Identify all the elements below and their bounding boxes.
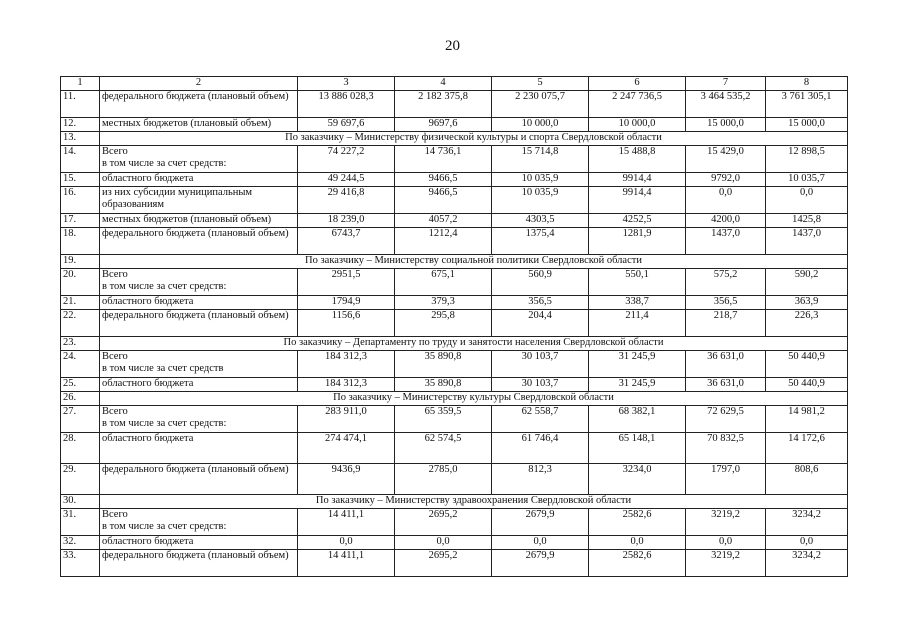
row-number: 32.	[61, 536, 100, 550]
value-cell: 4200,0	[686, 214, 766, 228]
value-cell: 550,1	[589, 269, 686, 296]
value-cell: 9792,0	[686, 173, 766, 187]
table-row	[61, 351, 848, 378]
value-cell: 50 440,9	[766, 378, 848, 392]
row-number: 28.	[61, 433, 100, 464]
row-label: областного бюджета	[100, 296, 298, 310]
value-cell: 29 416,8	[298, 187, 395, 214]
row-number: 33.	[61, 550, 100, 577]
row-label: Всего в том числе за счет средств	[100, 351, 298, 378]
value-cell: 14 981,2	[766, 406, 848, 433]
value-cell: 36 631,0	[686, 351, 766, 378]
column-header: 1	[61, 77, 100, 91]
table-row	[61, 536, 848, 550]
row-label: местных бюджетов (плановый объем)	[100, 118, 298, 132]
column-header: 6	[589, 77, 686, 91]
value-cell: 14 411,1	[298, 550, 395, 577]
row-number: 14.	[61, 146, 100, 173]
value-cell: 0,0	[686, 187, 766, 214]
row-number: 18.	[61, 228, 100, 255]
page-number: 20	[445, 38, 460, 54]
row-number: 21.	[61, 296, 100, 310]
value-cell: 295,8	[395, 310, 492, 337]
value-cell: 283 911,0	[298, 406, 395, 433]
section-row	[61, 132, 848, 146]
value-cell: 1281,9	[589, 228, 686, 255]
value-cell: 0,0	[492, 536, 589, 550]
value-cell: 338,7	[589, 296, 686, 310]
value-cell: 1375,4	[492, 228, 589, 255]
value-cell: 49 244,5	[298, 173, 395, 187]
value-cell: 0,0	[395, 536, 492, 550]
table-row	[61, 91, 848, 118]
row-label: Всего в том числе за счет средств:	[100, 146, 298, 173]
row-label: Всего в том числе за счет средств:	[100, 406, 298, 433]
value-cell: 4252,5	[589, 214, 686, 228]
value-cell: 14 736,1	[395, 146, 492, 173]
value-cell: 2582,6	[589, 509, 686, 536]
row-number: 15.	[61, 173, 100, 187]
value-cell: 10 000,0	[589, 118, 686, 132]
value-cell: 363,9	[766, 296, 848, 310]
column-header: 7	[686, 77, 766, 91]
table-row	[61, 173, 848, 187]
row-label: Всего в том числе за счет средств:	[100, 509, 298, 536]
table-row	[61, 378, 848, 392]
value-cell: 3 761 305,1	[766, 91, 848, 118]
row-number: 20.	[61, 269, 100, 296]
row-number: 30.	[61, 495, 100, 509]
column-header: 8	[766, 77, 848, 91]
table-row	[61, 464, 848, 495]
table-row	[61, 187, 848, 214]
value-cell: 59 697,6	[298, 118, 395, 132]
row-number: 24.	[61, 351, 100, 378]
table-row	[61, 228, 848, 255]
value-cell: 226,3	[766, 310, 848, 337]
value-cell: 30 103,7	[492, 378, 589, 392]
value-cell: 1156,6	[298, 310, 395, 337]
value-cell: 184 312,3	[298, 378, 395, 392]
section-title: По заказчику – Департаменту по труду и занятости населения Свердловской области	[100, 337, 848, 351]
value-cell: 1797,0	[686, 464, 766, 495]
value-cell: 2 230 075,7	[492, 91, 589, 118]
row-label: федерального бюджета (плановый объем)	[100, 91, 298, 118]
row-label: областного бюджета	[100, 378, 298, 392]
value-cell: 2582,6	[589, 550, 686, 577]
column-header: 2	[100, 77, 298, 91]
table-row	[61, 146, 848, 173]
value-cell: 356,5	[686, 296, 766, 310]
value-cell: 36 631,0	[686, 378, 766, 392]
row-label: Всего в том числе за счет средств:	[100, 269, 298, 296]
row-number: 31.	[61, 509, 100, 536]
value-cell: 2 247 736,5	[589, 91, 686, 118]
value-cell: 211,4	[589, 310, 686, 337]
value-cell: 812,3	[492, 464, 589, 495]
section-title: По заказчику – Министерству здравоохранения Свердловской области	[100, 495, 848, 509]
value-cell: 0,0	[298, 536, 395, 550]
value-cell: 3234,0	[589, 464, 686, 495]
value-cell: 1794,9	[298, 296, 395, 310]
value-cell: 12 898,5	[766, 146, 848, 173]
value-cell: 4303,5	[492, 214, 589, 228]
value-cell: 356,5	[492, 296, 589, 310]
value-cell: 2785,0	[395, 464, 492, 495]
row-label: федерального бюджета (плановый объем)	[100, 228, 298, 255]
row-number: 11.	[61, 91, 100, 118]
value-cell: 0,0	[589, 536, 686, 550]
value-cell: 9914,4	[589, 187, 686, 214]
value-cell: 675,1	[395, 269, 492, 296]
value-cell: 2679,9	[492, 509, 589, 536]
value-cell: 31 245,9	[589, 378, 686, 392]
value-cell: 1425,8	[766, 214, 848, 228]
section-title: По заказчику – Министерству физической культуры и спорта Свердловской области	[100, 132, 848, 146]
row-number: 27.	[61, 406, 100, 433]
value-cell: 590,2	[766, 269, 848, 296]
section-row	[61, 392, 848, 406]
value-cell: 808,6	[766, 464, 848, 495]
value-cell: 6743,7	[298, 228, 395, 255]
section-title: По заказчику – Министерству культуры Свердловской области	[100, 392, 848, 406]
value-cell: 15 000,0	[766, 118, 848, 132]
column-header: 3	[298, 77, 395, 91]
value-cell: 575,2	[686, 269, 766, 296]
section-row	[61, 337, 848, 351]
value-cell: 4057,2	[395, 214, 492, 228]
value-cell: 30 103,7	[492, 351, 589, 378]
value-cell: 18 239,0	[298, 214, 395, 228]
row-label: федерального бюджета (плановый объем)	[100, 550, 298, 577]
value-cell: 50 440,9	[766, 351, 848, 378]
value-cell: 9466,5	[395, 173, 492, 187]
column-header: 4	[395, 77, 492, 91]
value-cell: 184 312,3	[298, 351, 395, 378]
row-number: 22.	[61, 310, 100, 337]
value-cell: 10 035,9	[492, 173, 589, 187]
table-row	[61, 550, 848, 577]
value-cell: 15 714,8	[492, 146, 589, 173]
value-cell: 2679,9	[492, 550, 589, 577]
row-number: 12.	[61, 118, 100, 132]
value-cell: 13 886 028,3	[298, 91, 395, 118]
table-row	[61, 509, 848, 536]
value-cell: 62 574,5	[395, 433, 492, 464]
section-row	[61, 495, 848, 509]
value-cell: 31 245,9	[589, 351, 686, 378]
value-cell: 9914,4	[589, 173, 686, 187]
row-number: 13.	[61, 132, 100, 146]
value-cell: 3219,2	[686, 509, 766, 536]
row-number: 29.	[61, 464, 100, 495]
value-cell: 15 429,0	[686, 146, 766, 173]
value-cell: 72 629,5	[686, 406, 766, 433]
table-row	[61, 433, 848, 464]
value-cell: 218,7	[686, 310, 766, 337]
value-cell: 3 464 535,2	[686, 91, 766, 118]
value-cell: 15 000,0	[686, 118, 766, 132]
value-cell: 0,0	[766, 536, 848, 550]
value-cell: 10 000,0	[492, 118, 589, 132]
value-cell: 14 411,1	[298, 509, 395, 536]
row-label: областного бюджета	[100, 433, 298, 464]
table-row	[61, 118, 848, 132]
table-row	[61, 310, 848, 337]
value-cell: 62 558,7	[492, 406, 589, 433]
row-label: областного бюджета	[100, 536, 298, 550]
table-row	[61, 269, 848, 296]
value-cell: 2695,2	[395, 550, 492, 577]
row-number: 16.	[61, 187, 100, 214]
budget-table	[60, 76, 848, 577]
section-title: По заказчику – Министерству социальной политики Свердловской области	[100, 255, 848, 269]
value-cell: 1437,0	[766, 228, 848, 255]
row-label: областного бюджета	[100, 173, 298, 187]
row-number: 19.	[61, 255, 100, 269]
value-cell: 35 890,8	[395, 378, 492, 392]
row-label: федерального бюджета (плановый объем)	[100, 310, 298, 337]
value-cell: 3234,2	[766, 550, 848, 577]
table-row	[61, 296, 848, 310]
value-cell: 15 488,8	[589, 146, 686, 173]
value-cell: 3219,2	[686, 550, 766, 577]
value-cell: 2 182 375,8	[395, 91, 492, 118]
column-header: 5	[492, 77, 589, 91]
value-cell: 61 746,4	[492, 433, 589, 464]
header-row	[61, 77, 848, 91]
row-label: местных бюджетов (плановый объем)	[100, 214, 298, 228]
value-cell: 9697,6	[395, 118, 492, 132]
row-label: федерального бюджета (плановый объем)	[100, 464, 298, 495]
value-cell: 0,0	[766, 187, 848, 214]
value-cell: 1437,0	[686, 228, 766, 255]
value-cell: 9466,5	[395, 187, 492, 214]
value-cell: 10 035,7	[766, 173, 848, 187]
value-cell: 204,4	[492, 310, 589, 337]
value-cell: 9436,9	[298, 464, 395, 495]
value-cell: 68 382,1	[589, 406, 686, 433]
section-row	[61, 255, 848, 269]
value-cell: 379,3	[395, 296, 492, 310]
row-number: 23.	[61, 337, 100, 351]
table-row	[61, 406, 848, 433]
row-label: из них субсидии муниципальным образованиям	[100, 187, 298, 214]
value-cell: 10 035,9	[492, 187, 589, 214]
value-cell: 274 474,1	[298, 433, 395, 464]
table-row	[61, 214, 848, 228]
value-cell: 74 227,2	[298, 146, 395, 173]
table-body	[61, 91, 848, 577]
value-cell: 0,0	[686, 536, 766, 550]
value-cell: 65 148,1	[589, 433, 686, 464]
row-number: 26.	[61, 392, 100, 406]
value-cell: 2951,5	[298, 269, 395, 296]
value-cell: 1212,4	[395, 228, 492, 255]
value-cell: 65 359,5	[395, 406, 492, 433]
row-number: 25.	[61, 378, 100, 392]
value-cell: 2695,2	[395, 509, 492, 536]
value-cell: 70 832,5	[686, 433, 766, 464]
value-cell: 3234,2	[766, 509, 848, 536]
value-cell: 35 890,8	[395, 351, 492, 378]
row-number: 17.	[61, 214, 100, 228]
value-cell: 14 172,6	[766, 433, 848, 464]
value-cell: 560,9	[492, 269, 589, 296]
